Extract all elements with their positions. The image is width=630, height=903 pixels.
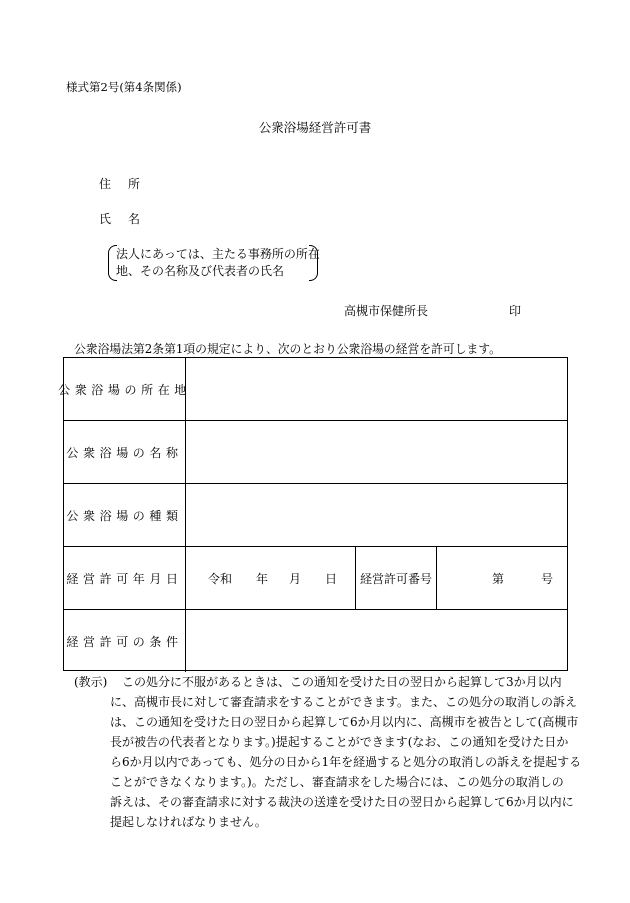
permit-number-value[interactable] <box>437 547 567 609</box>
seal-mark: 印 <box>509 304 522 318</box>
permit-table <box>58 357 568 671</box>
preamble-text: 公衆浴場法第2条第1項の規定により、次のとおり公衆浴場の経営を許可します。 <box>74 342 501 356</box>
notice-line: に、高槻市長に対して審査請求をすることができます。また、この処分の取消しの訴え <box>110 695 578 709</box>
corporate-note-line: 法人にあっては、主たる事務所の所在 <box>116 247 320 261</box>
permit-number-label: 経営許可番号 <box>359 571 432 586</box>
notice-line: は、この通知を受けた日の翌日から起算して6か月以内に、高槻市を被告として(高槻市 <box>110 715 579 729</box>
table-row <box>58 358 567 420</box>
corporate-note-line: 地、その名称及び代表者の氏名 <box>116 264 285 278</box>
table-row <box>64 546 567 609</box>
notice-line: ら6か月以内であっても、処分の日から1年を経過すると処分の取消しの訴えを提起する <box>110 755 582 769</box>
permit-date-year: 年 <box>256 571 269 586</box>
notice-line: ことができなくなります。)。ただし、審査請求をした場合には、この処分の取消しの <box>110 775 564 789</box>
location-label: 公衆浴場の所在地 <box>64 358 186 420</box>
notice-line: 訴えは、その審査請求に対する裁決の送達を受けた日の翌日から起算して6か月以内に <box>110 795 574 809</box>
notice-line: 提起しなければなりません。 <box>110 815 267 829</box>
notice-label: (教示) <box>74 675 108 689</box>
corporate-note <box>108 245 318 281</box>
table-row <box>64 420 567 483</box>
conditions-label: 経営許可の条件 <box>64 610 186 672</box>
table-row <box>64 609 567 672</box>
issuer-name: 高槻市保健所長 <box>344 304 429 318</box>
permit-date-value[interactable] <box>186 547 355 609</box>
conditions-value[interactable] <box>186 610 567 672</box>
permit-number-prefix: 第 <box>492 571 505 586</box>
facility-type-value[interactable] <box>186 484 567 546</box>
table-row <box>64 483 567 546</box>
permit-number-suffix: 号 <box>541 571 554 586</box>
name-label: 氏名 <box>99 212 158 226</box>
notice-line: この処分に不服があるときは、この通知を受けた日の翌日から起算して3か月以内 <box>122 675 562 689</box>
facility-type-label: 公衆浴場の種類 <box>64 484 186 546</box>
facility-name-value[interactable] <box>186 421 567 483</box>
facility-name-label: 公衆浴場の名称 <box>64 421 186 483</box>
document-title: 公衆浴場経営許可書 <box>258 120 372 135</box>
permit-date-month: 月 <box>289 571 302 586</box>
location-value[interactable] <box>186 358 567 420</box>
address-label: 住所 <box>99 177 158 191</box>
form-number: 様式第2号(第4条関係) <box>66 80 182 94</box>
permit-date-era: 令和 <box>208 571 233 586</box>
notice-line: 長が被告の代表者となります。)提起することができます(なお、この通知を受けた日か <box>110 735 569 749</box>
permit-date-label: 経営許可年月日 <box>64 547 186 609</box>
permit-date-day: 日 <box>325 571 338 586</box>
